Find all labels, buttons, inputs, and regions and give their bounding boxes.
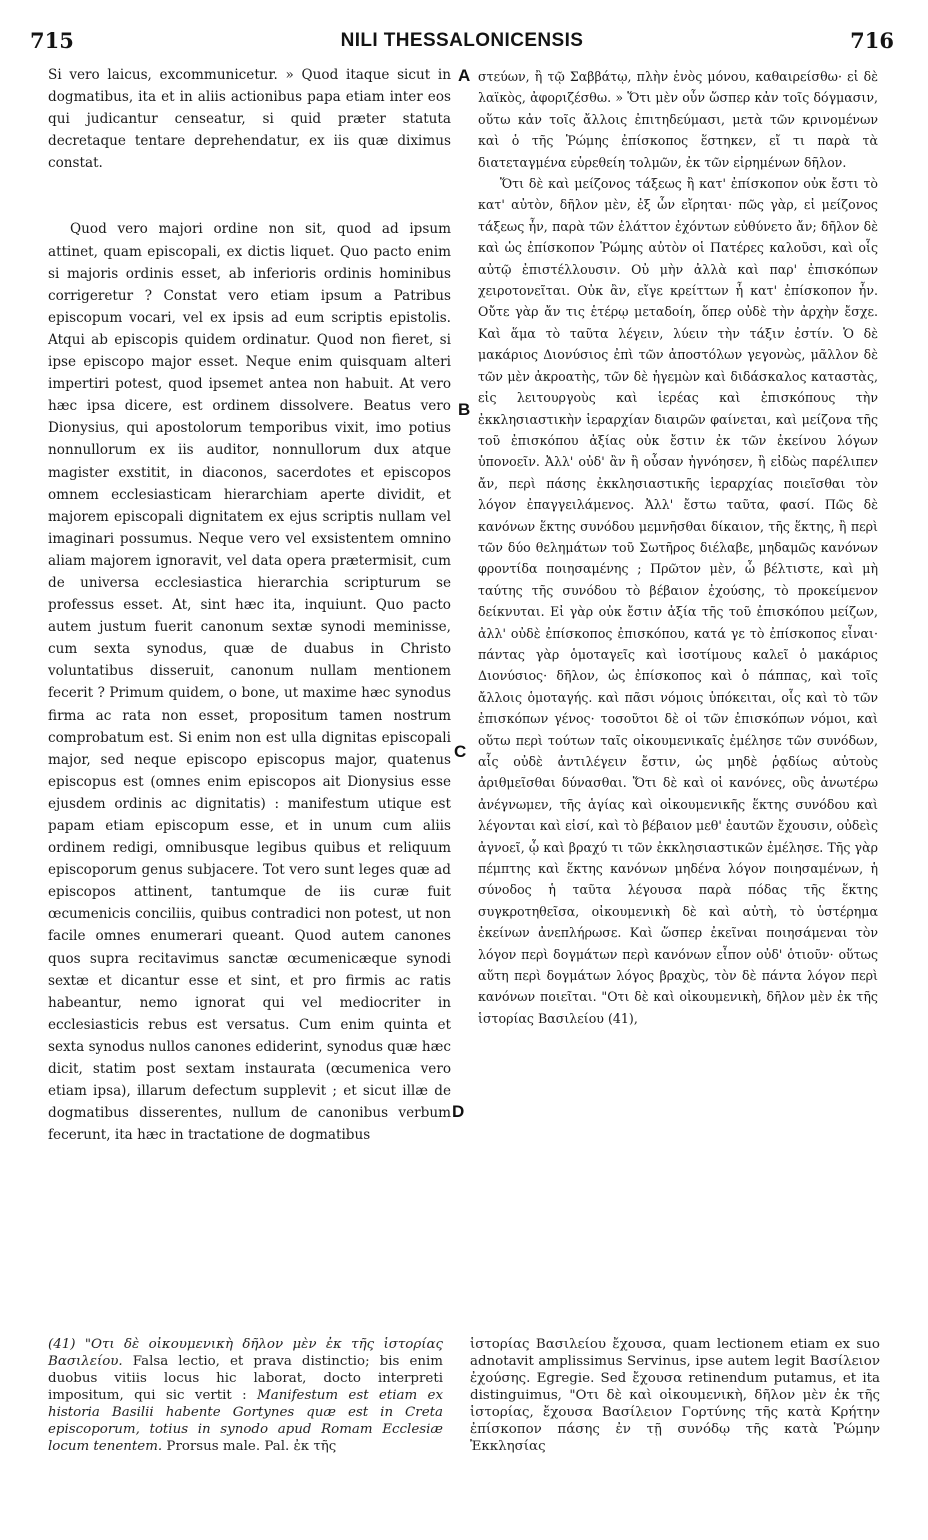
footnote-body: Falsa lectio, et prava distinctio; bis enim duobus vitiis locus hic laborat, docto interpreti impositum, qui sic vertit :	[48, 1354, 443, 1403]
footnote-right	[470, 1336, 880, 1455]
margin-marker-c: C	[454, 742, 467, 761]
page-number-right: 716	[850, 28, 894, 53]
greek-paragraph-2: Ὅτι δὲ καὶ μείζονος τάξεως ἢ κατ' ἐπίσκοπον οὐκ ἔστι τὸ κατ' αὐτὸν, δῆλον μὲν, ἐξ ὧν εἴρηται· πῶς γὰρ, εἰ μείζονος τάξεως ἦν, παρὰ τῶν ἐλάττον ἐχόντων εὐθύνετο ἄν; δῆλον δὲ καὶ ὡς ἐπίσκοπον Ῥώμης αὐτὸν οἱ Πατέρες καλοῦσι, καὶ οἷς αὐτῷ ἐπιστέλλουσιν. Οὐ μὴν ἀλλὰ καὶ παρ' ἐπισκόπων χειροτονεῖται. Οὐκ ἂν, εἴγε κρείττων ἦ κατ' ἐπίσκοπον ἦν. Οὔτε γὰρ ἄν τις ἑτέρῳ μεταδοίη, ὅπερ οὐδὲ τὴν ἀρχὴν ἔσχε. Καὶ ἅμα τὸ ταῦτα λέγειν, λύειν τὴν τάξιν ἐστίν. Ὁ δὲ μακάριος Διονύσιος ἐπὶ τῶν ἀποστόλων γεγονὼς, μᾶλλον δὲ τῶν μὲν ἀκροατὴς, τῶν δὲ ἡγεμὼν καὶ διδάσκαλος καταστὰς, εἰς λειτουργοὺς καὶ ἱερέας καὶ ἐπισκόπους τὴν ἐκκλησιαστικὴν ἱεραρχίαν διαιρῶν φαίνεται, καὶ μείζονα τῆς τοῦ ἐπισκόπου ἀξίας οὐκ ἔστιν ἐκ τῶν ἐκείνου λόγων ὑπονοεῖν. Ἀλλ' οὐδ' ἂν ἢ οὖσαν ἠγνόησεν, ἢ εἰδὼς παρέλιπεν ἄν, περὶ πάσης ἐκκλησιαστικῆς ἱεραρχίας ποιεῖσθαι τὸν λόγον ἐπαγγειλάμενος. Ἀλλ' ἔστω ταῦτα, φασί. Πῶς δὲ κανόνων ἕκτης συνόδου μεμνῆσθαι δίκαιον, τῆς ἕκτης, ἢ περὶ τῶν δύο θελημάτων τοῦ Σωτῆρος διέλαβε, μηδαμῶς κανόνων φροντίδα ποιησαμένης ; Πρῶτον μὲν, ὦ βέλτιστε, καὶ μὴ ταύτης τῆς συνόδου τὸ βέβαιον ἐχούσης, τὸ προκείμενον δείκνυται. Εἰ γὰρ οὐκ ἔστιν ἀξία τῆς τοῦ ἐπισκόπου μείζων, ἀλλ' οὐδὲ ἐπίσκοπος ἐπισκόπου, κατά γε τὸ ἐπίσκοπος εἶναι· πάντας γὰρ ὁμοταγεῖς καὶ ἰσοτίμους καλεῖ ὁ μακάριος Διονύσιος· δῆλον, ὡς ἐπίσκοπος καὶ ὁ πάππας, καὶ τοῖς ἄλλοις ὁμοταγής. καὶ πᾶσι νόμοις ὑπόκειται, οἷς καὶ τὸ τῶν ἐπισκόπων γένος· τοσοῦτοι δὲ οἱ τῶν ἐπισκόπων νόμοι, καὶ οὕτω περὶ τούτων ταῖς οἰκουμενικαῖς ἐμέλησε τῶν συνόδων, αἷς οὐδὲ ἀντιλέγειν ἔστιν, ὡς μηδὲ ῥᾳδίως αὐτοὺς ἀριθμεῖσθαι δύνασθαι. Ὅτι δὲ καὶ οἱ κανόνες, οὓς ἀνωτέρω ἀνέγνωμεν, τῆς ἁγίας καὶ οἰκουμενικῆς ἕκτης συνόδου καὶ λέγονται καὶ εἰσί, καὶ τὸ βέβαιον μεθ' ἑαυτῶν ἔχουσιν, οὐδεὶς ἀγνοεῖ, ᾧ καὶ βραχύ τι τῶν ἐκκλησιαστικῶν ἐμέλησε. Τῆς γὰρ πέμπτης καὶ ἕκτης κανόνων μηδένα λόγον ποιησαμένων, ἡ σύνοδος ἡ ταῦτα λέγουσα παρὰ πόδας τῆς ἕκτης συγκροτηθεῖσα, οἰκουμενικὴ δὲ καὶ αὐτὴ, τὸ ὑστέρημα ἐκείνων ἀνεπλήρωσε. Καὶ ὥσπερ ἐκεῖναι ποιησάμεναι τὸν λόγον περὶ δογμάτων περὶ κανόνων εἶπον οὐδ' ὁτιοῦν· οὕτως αὕτη περὶ δογμάτων λόγος βραχὺς, τὸν δὲ πάντα λόγον περὶ κανόνων ποιεῖται. "Οτι δὲ καὶ οἰκουμενικὴ, δῆλον μὲν ἐκ τῆς ἱστορίας Βασιλείου (41),	[478, 176, 878, 1026]
footnote-left	[48, 1336, 443, 1455]
page-header	[30, 28, 894, 60]
margin-marker-d: D	[452, 1102, 465, 1121]
latin-paragraph-1: Si vero laicus, excommunicetur. » Quod itaque sicut in dogmatibus, ita et in aliis actionibus papa etiam inter eos qui judicantur censeatur, si quid præter statuta decretaque tentare deprehendatur, ex iis quæ diximus constat.	[48, 67, 451, 172]
greek-column	[478, 66, 878, 1029]
footnote-lead: (41) "Οτι δὲ οἰκουμενικὴ δῆλον μὲν ἐκ τῆς ἱστορίας Βασιλείου.	[48, 1337, 443, 1369]
margin-marker-a: A	[458, 66, 471, 85]
page-number-left: 715	[30, 28, 74, 53]
greek-paragraph-1: στεύων, ἢ τῷ Σαββάτῳ, πλὴν ἑνὸς μόνου, καθαιρείσθω· εἰ δὲ λαϊκὸς, ἀφοριζέσθω. » Ὅτι μὲν οὖν ὥσπερ κἀν τοῖς δόγμασιν, οὕτω κἀν τοῖς ἄλλοις ἐπιτηδεύμασι, μετὰ τῶν κρινομένων καὶ ὁ τῆς Ῥώμης ἐπίσκοπος ἕστηκεν, εἴ τι παρὰ τὰ διατεταγμένα εὑρεθείη τολμῶν, ἐκ τῶν εἰρημένων δῆλον.	[478, 69, 878, 170]
margin-marker-b: B	[458, 400, 471, 419]
footnote-tail: Prorsus male. Pal. ἐκ τῆς	[162, 1439, 337, 1454]
footnote-quoted-translation: Manifestum est etiam ex historia Basilii habente Gortynes quæ est in Creta episcoporum, totius in synodo apud Romam Ecclesiæ locum tenentem.	[48, 1388, 443, 1454]
latin-paragraph-2: Quod vero majori ordine non sit, quod ad ipsum attinet, quam episcopali, ex dictis liquet. Quo pacto enim si majoris ordinis esset, ab inferioris ordinis hominibus corrigeretur ? Constat vero etiam ipsum a Patribus episcopum vocari, vel ex ipsis ad eum scriptis epistolis. Atqui ab episcopis quidem ordinatur. Quod non fieret, si ipse episcopo major esset. Neque enim quisquam alteri impertiri potest, quod ipsemet antea non habuit. At vero hæc ipsa dicere, est ordinem dissolvere. Beatus vero Dionysius, qui apostolorum temporibus vixit, imo potius nonnullorum ex iis auditor, nonnullorum dux atque magister exstitit, in diaconos, sacerdotes et episcopos omnem ecclesiasticam hierarchiam aperte dividit, et majorem episcopali dignitatem ex ejus scriptis nullam vel imaginari possumus. Neque vero vel exsistentem omnino aliam majorem ignoravit, vel data opera prætermisit, cum de universa ecclesiastica hierarchia scripturum se professus esset. At, sint hæc ita, inquiunt. Quo pacto autem justum fuerit canonum sextæ synodi meminisse, cum sexta synodus, quæ de duabus in Christo voluntatibus disseruit, canonum nullam mentionem fecerit ? Primum quidem, o bone, ut maxime hæc synodus firma ac rata non esset, propositum tamen nostrum comprobatum est. Si enim non est ulla dignitas episcopali major, sed neque episcopo episcopus major, quatenus episcopus est (omnes enim episcopos ait Dionysius esse ejusdem ordinis ac dignitatis) : manifestum utique est papam etiam episcopum esse, et in unum cum aliis ordinem redigi, omnibusque legibus quibus et reliquum episcoporum genus subjacere. Tot vero sunt leges quæ ad episcopos attinent, tantumque de iis curæ fuit œcumenicis conciliis, quibus contradici non potest, ut non facile omnes enumerari queant. Quod autem canones quos supra recitavimus sanctæ œcumenicæque synodi sextæ et dicantur esse et sint, et pro firmis ac ratis habeantur, nemo ignorat qui vel mediocriter in ecclesiasticis rebus est versatus. Cum enim quinta et sexta synodus nullos canones ediderint, synodus quæ hæc dicit, statim post sextam instaurata (œcumenica vero etiam ipsa), illarum defectum supplevit ; et sicut illæ de dogmatibus disserentes, nullum de canonibus verbum fecerunt, ita hæc in tractatione de dogmatibus	[48, 221, 451, 1144]
running-title: NILI THESSALONICENSIS	[340, 30, 584, 51]
footnote-right-text: ἱστορίας Βασιλείου ἔχουσα, quam lectionem etiam ex suo adnotavit amplissimus Servinus, ipse autem legit Βασίλειον ἐχούσης. Egregie. Sed ἔχουσα retinendum putamus, et ita distinguimus, "Οτι δὲ καὶ οἰκουμενικὴ, δῆλον μὲν ἐκ τῆς ἱστορίας, ἔχουσα Βασίλειον Γορτύνης τῆς κατὰ Κρήτην ἐπίσκοπον πάσης ἐν τῇ συνόδῳ τῆς κατὰ Ῥώμην Ἐκκλησίας	[470, 1337, 880, 1454]
latin-column	[48, 64, 451, 1146]
